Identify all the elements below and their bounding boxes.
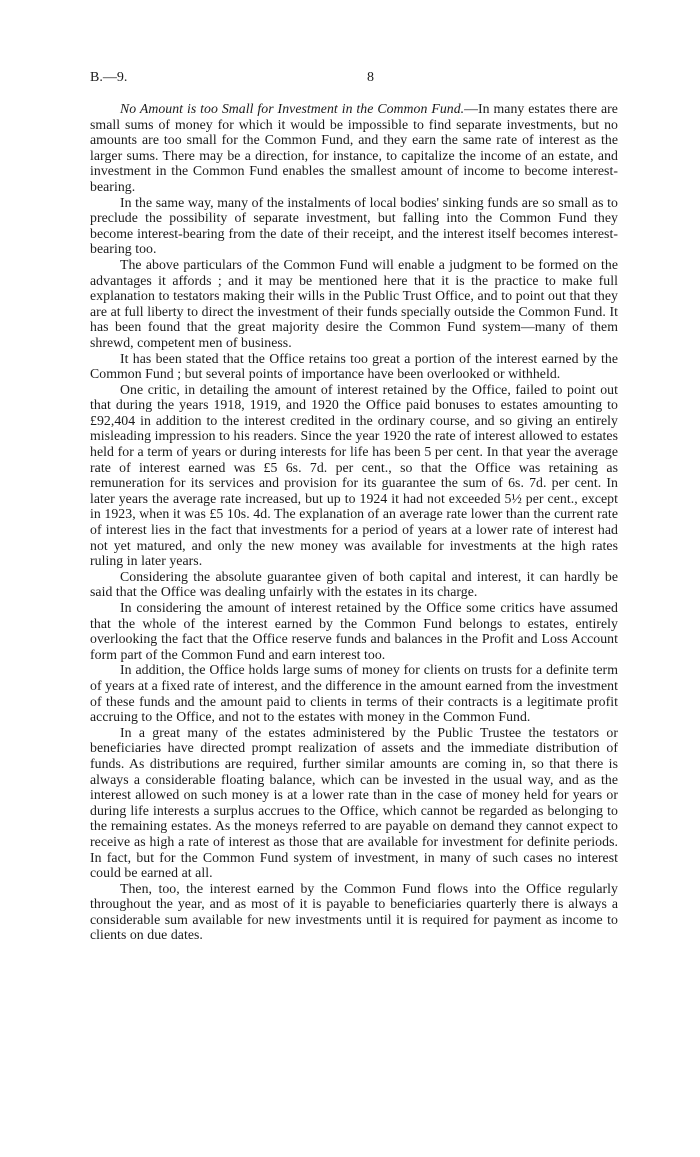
paragraph-text: —In many estates there are small sums of money for which it would be impossible to find separate investments, but no amounts are too small for the Common Fund, and they earn the same rate of interest as the larger sums. There may be a direction, for instance, to capitalize the income of an estate, and investment in the Common Fund enables the smallest amount of income to become interest-bearing. [90,101,618,194]
paragraph-advantages: The above particulars of the Common Fund will enable a judgment to be formed on the advantages it affords ; and it may be mentioned here that it is the practice to make full explanation to testators making their wills in the Public Trust Office, and to point out that they are at full liberty to direct the investment of their funds specially outside the Common Fund. It has been found that the great majority desire the Common Fund system—many of them shrewd, competent men of business. [90,256,618,350]
paragraph-common-fund-small-amounts [90,101,618,195]
page-number: 8 [367,70,374,85]
paragraph-reserve-funds: In considering the amount of interest retained by the Office some critics have assumed that the whole of the interest earned by the Common Fund belongs to estates, entirely overlooking the fact that the Office reserve funds and balances in the Profit and Loss Account form part of the Common Fund and earn interest too. [90,600,618,662]
paragraph-quarterly-income: Then, too, the interest earned by the Common Fund flows into the Office regularly throughout the year, and as most of it is payable to beneficiaries quarterly there is always a considerable sum available for new investments until it is required for payment as income to clients on due dates. [90,880,618,943]
paragraph-lead-heading: No Amount is too Small for Investment in the Common Fund. [120,101,465,116]
document-body [90,101,618,943]
paragraph-fixed-term-trusts: In addition, the Office holds large sums of money for clients on trusts for a definite term of years at a fixed rate of interest, and the difference in the amount earned from the investment of these funds and the amount paid to clients in terms of their contracts is a legitimate profit accruing to the Office, and not to the estates with money in the Common Fund. [90,662,618,725]
paragraph-interest-retained: It has been stated that the Office retains too great a portion of the interest earned by the Common Fund ; but several points of importance have been overlooked or withheld. [90,350,618,382]
paragraph-sinking-funds: In the same way, many of the instalments of local bodies' sinking funds are so small as to preclude the possibility of separate investment, but falling into the Common Fund they become interest-bearing from the date of their receipt, and the interest itself becomes interest-bearing too. [90,194,618,257]
page-header [90,70,620,90]
document-code: B.—9. [90,70,128,85]
paragraph-guarantee: Considering the absolute guarantee given of both capital and interest, it can hardly be said that the Office was dealing unfairly with the estates in its charge. [90,568,618,600]
paragraph-floating-balance: In a great many of the estates administered by the Public Trustee the testators or beneficiaries have directed prompt realization of assets and the immediate distribution of funds. As distributions are required, further similar amounts are coming in, so that there is always a considerable floating balance, which can be invested in the usual way, and as the interest allowed on such money is at a lower rate than in the case of money held for years or during life interests a surplus accrues to the Office, which cannot be regarded as belonging to the remaining estates. As the moneys referred to are payable on demand they cannot expect to receive as high a rate of interest as those that are available for investment for definite periods. In fact, but for the Common Fund system of investment, in many of such cases no interest could be earned at all. [90,724,618,881]
paragraph-critic-bonuses: One critic, in detailing the amount of interest retained by the Office, failed to point out that during the years 1918, 1919, and 1920 the Office paid bonuses to estates amounting to £92,404 in addition to the interest credited in the ordinary course, and so giving an entirely misleading impression to his readers. Since the year 1920 the rate of interest allowed to estates held for a term of years or during interests for life has been 5 per cent. In that year the average rate of interest earned was £5 6s. 7d. per cent., so that the Office was retaining as remuneration for its services and provision for its guarantee the sum of 6s. 7d. per cent. In later years the average rate increased, but up to 1924 it had not exceeded 5½ per cent., except in 1923, when it was £5 10s. 4d. The explanation of an average rate lower than the current rate of interest lies in the fact that investments for a period of years at a lower rate of interest had not yet matured, and only the new money was available for investments at the high rates ruling in later years. [90,381,618,569]
